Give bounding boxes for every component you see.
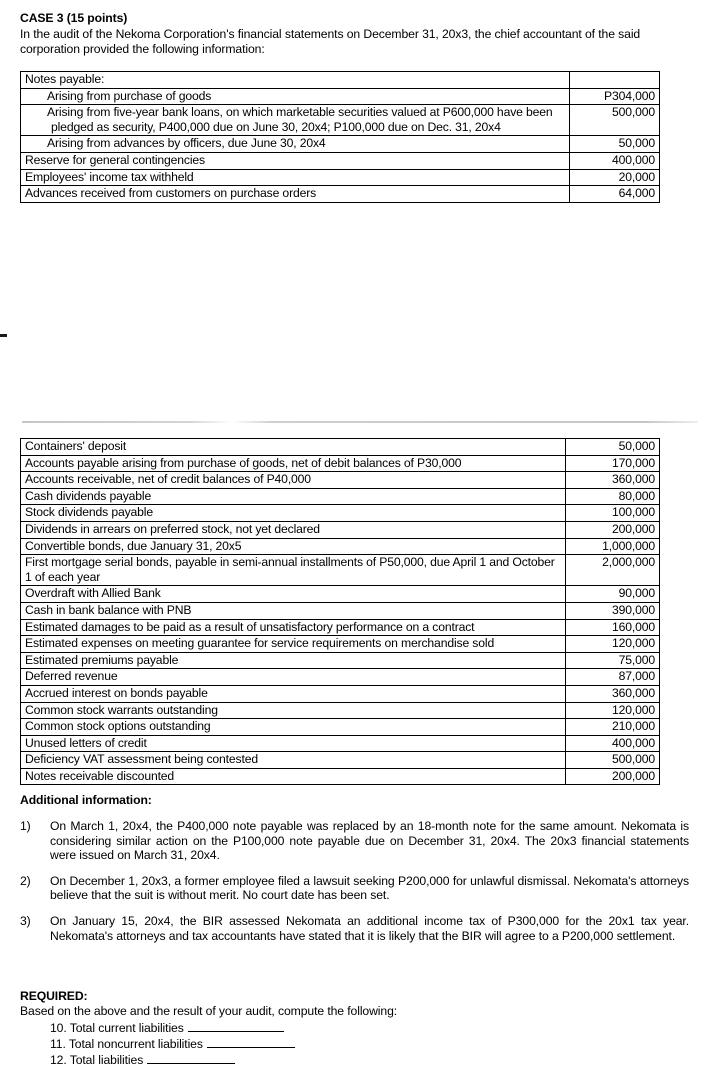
row-amount: 80,000 <box>566 488 660 505</box>
table-row <box>21 555 660 586</box>
row-amount <box>570 72 660 89</box>
additional-information-list <box>20 819 689 943</box>
table-row <box>21 136 660 153</box>
row-amount: 64,000 <box>570 186 660 203</box>
table-row <box>21 186 660 203</box>
row-label: Cash in bank balance with PNB <box>21 602 566 619</box>
row-label: Containers' deposit <box>21 439 566 456</box>
table-row <box>21 602 660 619</box>
other-items-table <box>20 438 660 785</box>
table-row <box>21 72 660 89</box>
additional-information-item <box>20 874 689 903</box>
row-amount: 90,000 <box>566 586 660 603</box>
table-row <box>21 538 660 555</box>
case-title: CASE 3 (15 points) <box>20 11 128 25</box>
table-row <box>21 586 660 603</box>
additional-information-block <box>20 793 689 943</box>
scan-artifact-tick <box>0 334 7 337</box>
table-row <box>21 472 660 489</box>
row-amount: 2,000,000 <box>566 555 660 586</box>
required-item <box>50 1036 580 1052</box>
row-amount: 50,000 <box>566 439 660 456</box>
row-label: Dividends in arrears on preferred stock, not yet declared <box>21 521 566 538</box>
table-row <box>21 152 660 169</box>
row-amount: 50,000 <box>570 136 660 153</box>
item-marker: 2) <box>20 873 31 888</box>
row-amount: 500,000 <box>570 105 660 136</box>
row-label: Accounts payable arising from purchase of goods, net of debit balances of P30,000 <box>21 455 566 472</box>
row-amount: 210,000 <box>566 719 660 736</box>
row-amount: 100,000 <box>566 505 660 522</box>
table-row <box>21 669 660 686</box>
row-amount: 87,000 <box>566 669 660 686</box>
table-row <box>21 652 660 669</box>
required-block <box>20 989 580 1069</box>
table-row <box>21 505 660 522</box>
required-item-number: 12. <box>50 1053 70 1068</box>
table-row <box>21 521 660 538</box>
row-label: Arising from advances by officers, due June 30, 20x4 <box>21 136 570 153</box>
required-item <box>50 1052 580 1068</box>
required-item-number: 10. <box>50 1021 70 1035</box>
row-label: Deferred revenue <box>21 669 566 686</box>
required-heading: REQUIRED: <box>20 989 88 1003</box>
row-amount: P304,000 <box>570 88 660 105</box>
table-row <box>21 455 660 472</box>
row-label: Unused letters of credit <box>21 735 566 752</box>
table-row <box>21 702 660 719</box>
row-label: Estimated expenses on meeting guarantee for service requirements on merchandise sold <box>21 636 566 653</box>
row-amount: 500,000 <box>566 752 660 769</box>
row-label: Estimated damages to be paid as a result of unsatisfactory performance on a contract <box>21 619 566 636</box>
row-label: Common stock warrants outstanding <box>21 702 566 719</box>
row-label: Overdraft with Allied Bank <box>21 586 566 603</box>
table-row <box>21 488 660 505</box>
row-label: Reserve for general contingencies <box>21 152 570 169</box>
row-amount: 360,000 <box>566 685 660 702</box>
required-item-label: Total noncurrent liabilities <box>68 1037 203 1052</box>
required-lead-text: Based on the above and the result of your audit, compute the following: <box>20 1004 398 1018</box>
table-row <box>21 105 660 136</box>
row-amount: 1,000,000 <box>566 538 660 555</box>
row-label: Cash dividends payable <box>21 488 566 505</box>
table-row <box>21 636 660 653</box>
additional-information-item <box>20 819 689 863</box>
row-label: First mortgage serial bonds, payable in semi-annual installments of P50,000, due April 1 and October 1 of each year <box>21 555 566 586</box>
answer-blank[interactable] <box>147 1052 235 1064</box>
row-amount: 200,000 <box>566 521 660 538</box>
other-items-table-body <box>21 439 660 785</box>
row-label: Common stock options outstanding <box>21 719 566 736</box>
row-amount: 75,000 <box>566 652 660 669</box>
table-row <box>21 685 660 702</box>
row-label: Stock dividends payable <box>21 505 566 522</box>
table-row <box>21 619 660 636</box>
notes-payable-table <box>20 71 660 203</box>
intro-block <box>20 11 688 56</box>
required-item <box>50 1020 580 1036</box>
answer-blank[interactable] <box>188 1020 284 1032</box>
item-marker: 1) <box>20 819 31 833</box>
row-label: Accrued interest on bonds payable <box>21 685 566 702</box>
row-label: Notes payable: <box>21 72 570 89</box>
additional-information-heading: Additional information: <box>20 793 152 807</box>
row-label: Convertible bonds, due January 31, 20x5 <box>21 538 566 555</box>
item-text: On January 15, 20x4, the BIR assessed Nekomata an additional income tax of P300,000 for the 20x1 tax year. Nekomata's attorneys and tax accountants have stated that it is likely that the BIR will agree to a P200,000 settlement. <box>50 913 689 943</box>
row-label: Arising from purchase of goods <box>21 88 570 105</box>
table-row <box>21 439 660 456</box>
row-amount: 20,000 <box>570 169 660 186</box>
row-amount: 400,000 <box>570 152 660 169</box>
row-label: Arising from five-year bank loans, on which marketable securities valued at P600,000 have been pledged as security, P400,000 due on June 30, 20x4; P100,000 due on Dec. 31, 20x4 <box>21 105 570 136</box>
additional-information-item <box>20 914 689 943</box>
table-row <box>21 752 660 769</box>
row-amount: 200,000 <box>566 768 660 785</box>
row-amount: 160,000 <box>566 619 660 636</box>
row-amount: 360,000 <box>566 472 660 489</box>
intro-paragraph: In the audit of the Nekoma Corporation's financial statements on December 31, 20x3, the chief accountant of the said corporation provided the following information: <box>20 27 641 56</box>
item-marker: 3) <box>20 913 31 928</box>
table-row <box>21 768 660 785</box>
row-label: Accounts receivable, net of credit balances of P40,000 <box>21 472 566 489</box>
row-label: Estimated premiums payable <box>21 652 566 669</box>
required-items-list <box>20 1020 580 1069</box>
row-label: Employees' income tax withheld <box>21 169 570 186</box>
answer-blank[interactable] <box>207 1036 295 1048</box>
table-row <box>21 735 660 752</box>
scan-artifact-line <box>22 421 698 423</box>
required-item-label: Total liabilities <box>69 1053 144 1068</box>
table-row <box>21 719 660 736</box>
row-amount: 170,000 <box>566 455 660 472</box>
item-text: On December 1, 20x3, a former employee filed a lawsuit seeking P200,000 for unlawful dismissal. Nekomata's attorneys believe that the suit is without merit. No court date has been set. <box>50 873 689 903</box>
row-amount: 120,000 <box>566 636 660 653</box>
row-label: Advances received from customers on purchase orders <box>21 186 570 203</box>
row-amount: 400,000 <box>566 735 660 752</box>
row-amount: 390,000 <box>566 602 660 619</box>
table-row <box>21 169 660 186</box>
item-text: On March 1, 20x4, the P400,000 note payable was replaced by an 18-month note for the same amount. Nekomata is considering similar action on the P100,000 note payable due on December 31, 20x4. The 20x3 financial statements were issued on March 31, 20x4. <box>50 819 689 863</box>
required-item-number: 11. <box>50 1037 69 1052</box>
notes-payable-table-body <box>21 72 660 203</box>
table-row <box>21 88 660 105</box>
row-amount: 120,000 <box>566 702 660 719</box>
required-item-label: Total current liabilities <box>69 1021 184 1035</box>
row-label: Notes receivable discounted <box>21 768 566 785</box>
row-label: Deficiency VAT assessment being contested <box>21 752 566 769</box>
